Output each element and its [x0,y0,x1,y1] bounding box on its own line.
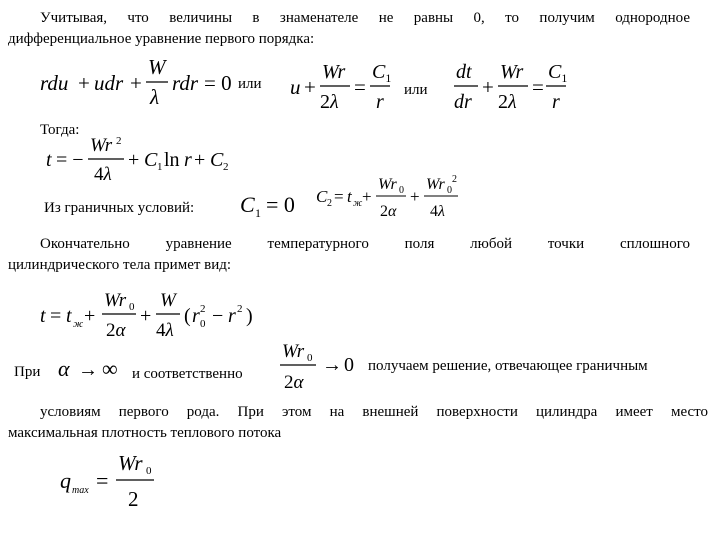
svg-text:2: 2 [116,135,122,147]
svg-text:+: + [362,187,372,206]
svg-text:0: 0 [447,185,452,196]
svg-text:2: 2 [200,303,206,315]
svg-text:2: 2 [128,487,139,511]
svg-text:2: 2 [452,174,457,185]
svg-text:Wr: Wr [500,61,524,83]
svg-text:q: q [60,468,71,493]
svg-text:=: = [96,468,109,493]
svg-text:2α: 2α [380,203,397,220]
svg-text:∞: ∞ [102,356,118,381]
equation-4 [46,135,246,197]
equation-10 [60,452,170,519]
svg-text:−: − [212,305,224,327]
svg-text:4λ: 4λ [430,203,445,220]
paragraph-1-line-2: дифференциальное уравнение первого порядка: [8,31,315,47]
svg-text:0: 0 [399,185,404,196]
svg-text:W: W [148,55,166,79]
equation-7 [40,292,270,355]
svg-text:Wr: Wr [104,290,127,311]
svg-text:→: → [322,354,342,376]
svg-text:r: r [228,305,236,327]
svg-text:= −: = − [56,149,84,171]
svg-text:=: = [334,187,344,206]
svg-text:4λ: 4λ [156,320,174,341]
svg-text:Wr: Wr [118,451,143,475]
svg-text:W: W [160,290,176,311]
svg-text:max: max [72,485,89,496]
svg-text:ж: ж [353,198,363,209]
ili-label-1: или [238,76,262,92]
svg-text:0: 0 [146,465,152,477]
svg-text:Wr: Wr [378,176,397,193]
svg-text:4λ: 4λ [94,164,112,185]
svg-text:C: C [210,149,224,171]
equation-1 [40,55,232,115]
svg-text:C1: $C_1$ [372,61,392,85]
svg-text:0: 0 [307,352,313,364]
equation-2 [290,62,400,125]
equation-3 [454,62,574,125]
svg-text:=: = [50,305,62,327]
ili-label-2: или [404,82,428,98]
svg-text:→: → [78,359,98,381]
svg-text:rdu: rdu [40,71,69,95]
svg-text:0: 0 [200,318,206,330]
svg-text:+: + [194,149,206,171]
svg-text:2α: 2α [106,320,126,341]
svg-text:2: 2 [327,198,332,209]
svg-text:+: + [140,305,152,327]
svg-text:2λ: 2λ [320,91,339,113]
svg-text:rdr: rdr [172,71,199,95]
svg-text:r: r [552,91,560,113]
svg-text:Wr: Wr [282,341,305,362]
svg-text:r: r [184,149,192,171]
svg-text:=: = [532,75,544,99]
svg-text:ж: ж [73,318,84,330]
svg-text:C1: $C_1$ [548,61,568,85]
svg-text:t: t [66,305,72,327]
i-sootvetstvenno-label: и соответственно [132,366,243,382]
svg-text:): ) [246,305,253,327]
svg-text:dr: dr [454,91,472,113]
equation-9 [278,340,360,401]
pri-label: При [14,364,41,380]
paragraph-1-line-1: Учитывая, что величины в знаменателе не равны 0, то получим однородное [40,10,690,26]
svg-text:= 0: = 0 [266,192,295,217]
svg-text:u: u [290,75,301,99]
poluchaem-text: получаем решение, отвечающее граничным [368,358,648,374]
svg-text:0: 0 [344,354,354,376]
iz-granichnyh-label: Из граничных условий: [44,200,195,216]
svg-text:(: ( [184,305,191,327]
svg-text:t: t [46,149,52,171]
svg-text:+: + [84,305,96,327]
svg-text:udr: udr [94,71,124,95]
svg-text:r: r [192,305,200,327]
svg-text:2: 2 [237,303,243,315]
svg-text:2: 2 [223,161,229,173]
svg-text:=: = [354,75,366,99]
svg-text:2λ: 2λ [498,91,517,113]
svg-text:+: + [128,149,140,171]
svg-text:0: 0 [129,301,135,313]
svg-text:1: 1 [255,206,261,220]
equation-5 [240,190,300,225]
svg-text:C: C [316,187,328,206]
svg-text:C: C [144,149,158,171]
svg-text:= 0: = 0 [204,71,232,95]
svg-text:+: + [410,187,420,206]
svg-text:+: + [78,71,90,95]
svg-text:C: C [240,192,255,217]
svg-text:2α: 2α [284,372,304,393]
svg-text:α: α [58,356,70,381]
paragraph-2-line-2: цилиндрического тела примет вид: [8,257,232,273]
paragraph-2-line-1: Окончательно уравнение температурного поля любой точки сплошного [40,236,690,252]
paragraph-3-line-2: максимальная плотность теплового потока [8,425,282,441]
svg-text:+: + [482,75,494,99]
togda-label: Тогда: [40,122,80,138]
svg-text:dt: dt [456,61,472,83]
svg-text:Wr: Wr [322,61,346,83]
svg-text:Wr: Wr [426,176,445,193]
equation-6 [316,176,476,233]
svg-text:+: + [130,71,142,95]
equation-8 [58,354,130,389]
svg-text:Wr: Wr [90,135,113,156]
svg-text:λ: λ [150,85,160,109]
paragraph-3-line-1: условиям первого рода. При этом на внешней поверхности цилиндра имеет место [40,404,708,420]
svg-text:ln: ln [164,149,180,171]
svg-text:r: r [376,91,384,113]
svg-text:+: + [304,75,316,99]
svg-text:t: t [40,305,46,327]
svg-text:1: 1 [157,161,163,173]
svg-text:t: t [347,187,352,206]
